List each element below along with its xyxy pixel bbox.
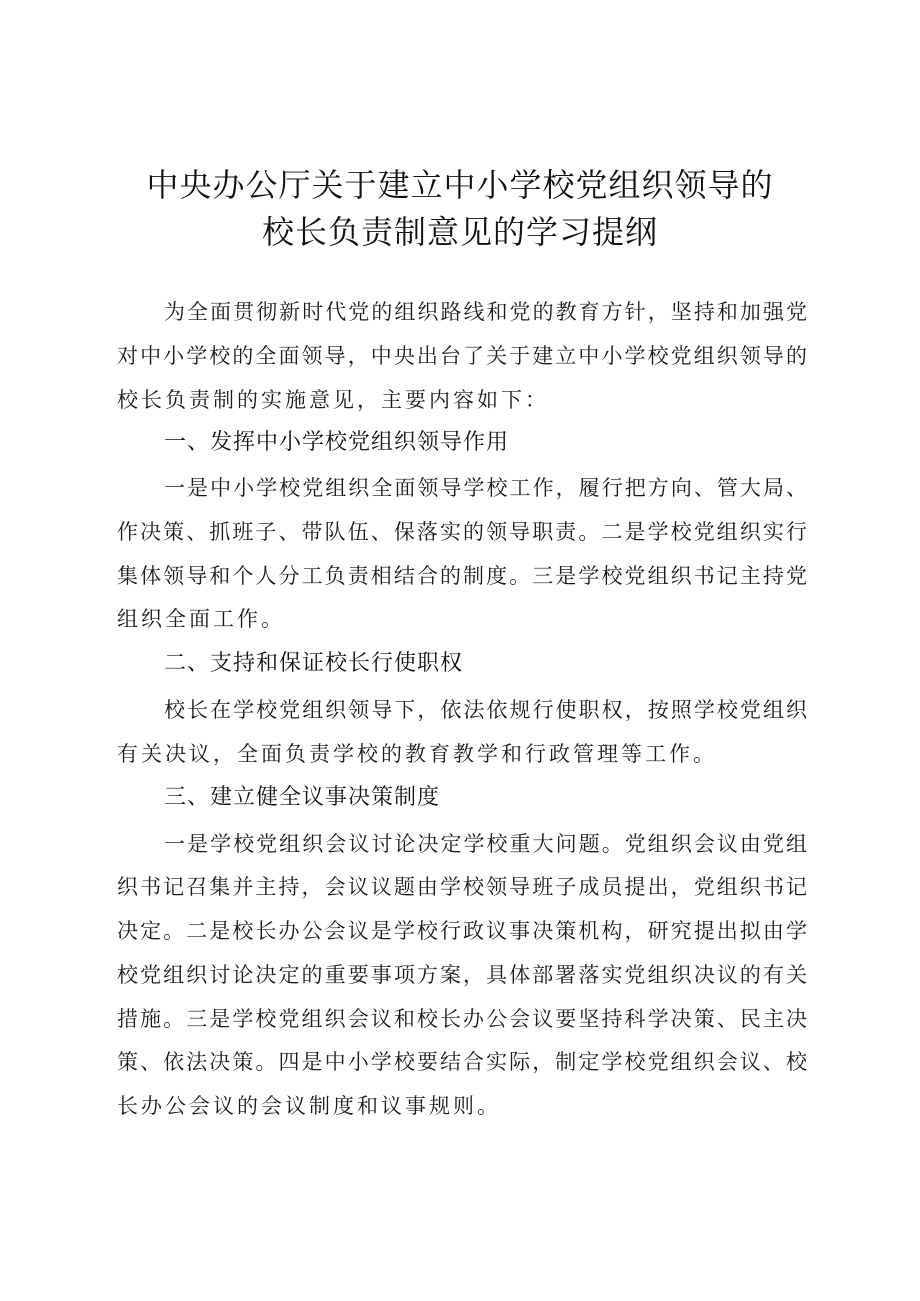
- section-1-heading: 一、发挥中小学校党组织领导作用: [164, 430, 510, 455]
- section-3-line-2: 织书记召集并主持，会议议题由学校领导班子成员提出，党组织书记: [117, 875, 807, 899]
- section-1-line-1: 一是中小学校党组织全面领导学校工作，履行把方向、管大局、: [164, 476, 807, 500]
- section-3-line-5: 措施。三是学校党组织会议和校长办公会议要坚持科学决策、民主决: [117, 1007, 807, 1031]
- intro-line-3: 校长负责制的实施意见，主要内容如下：: [117, 388, 549, 412]
- section-3-line-3: 决定。二是校长办公会议是学校行政议事决策机构，研究提出拟由学: [117, 919, 807, 943]
- section-2-heading: 二、支持和保证校长行使职权: [164, 651, 464, 676]
- document-title-line-2: 校长负责制意见的学习提纲: [261, 213, 658, 251]
- section-1-line-4: 组织全面工作。: [117, 607, 285, 631]
- section-2-line-1: 校长在学校党组织领导下，依法依规行使职权，按照学校党组织: [164, 698, 807, 722]
- intro-line-2: 对中小学校的全面领导，中央出台了关于建立中小学校党组织领导的: [117, 344, 807, 368]
- section-1-line-2: 作决策、抓班子、带队伍、保落实的领导职责。二是学校党组织实行: [117, 520, 807, 544]
- section-1-line-3: 集体领导和个人分工负责相结合的制度。三是学校党组织书记主持党: [117, 564, 807, 588]
- section-3-line-1: 一是学校党组织会议讨论决定学校重大问题。党组织会议由党组: [164, 832, 807, 856]
- section-3-line-7: 长办公会议的会议制度和议事规则。: [117, 1094, 501, 1118]
- section-3-line-6: 策、依法决策。四是中小学校要结合实际，制定学校党组织会议、校: [117, 1050, 807, 1074]
- document-title-line-1: 中央办公厅关于建立中小学校党组织领导的: [146, 166, 774, 204]
- section-3-heading: 三、建立健全议事决策制度: [164, 785, 441, 810]
- section-2-line-2: 有关决议，全面负责学校的教育教学和行政管理等工作。: [117, 742, 717, 766]
- section-3-line-4: 校党组织讨论决定的重要事项方案，具体部署落实党组织决议的有关: [117, 963, 807, 987]
- intro-line-1: 为全面贯彻新时代党的组织路线和党的教育方针，坚持和加强党: [164, 300, 807, 324]
